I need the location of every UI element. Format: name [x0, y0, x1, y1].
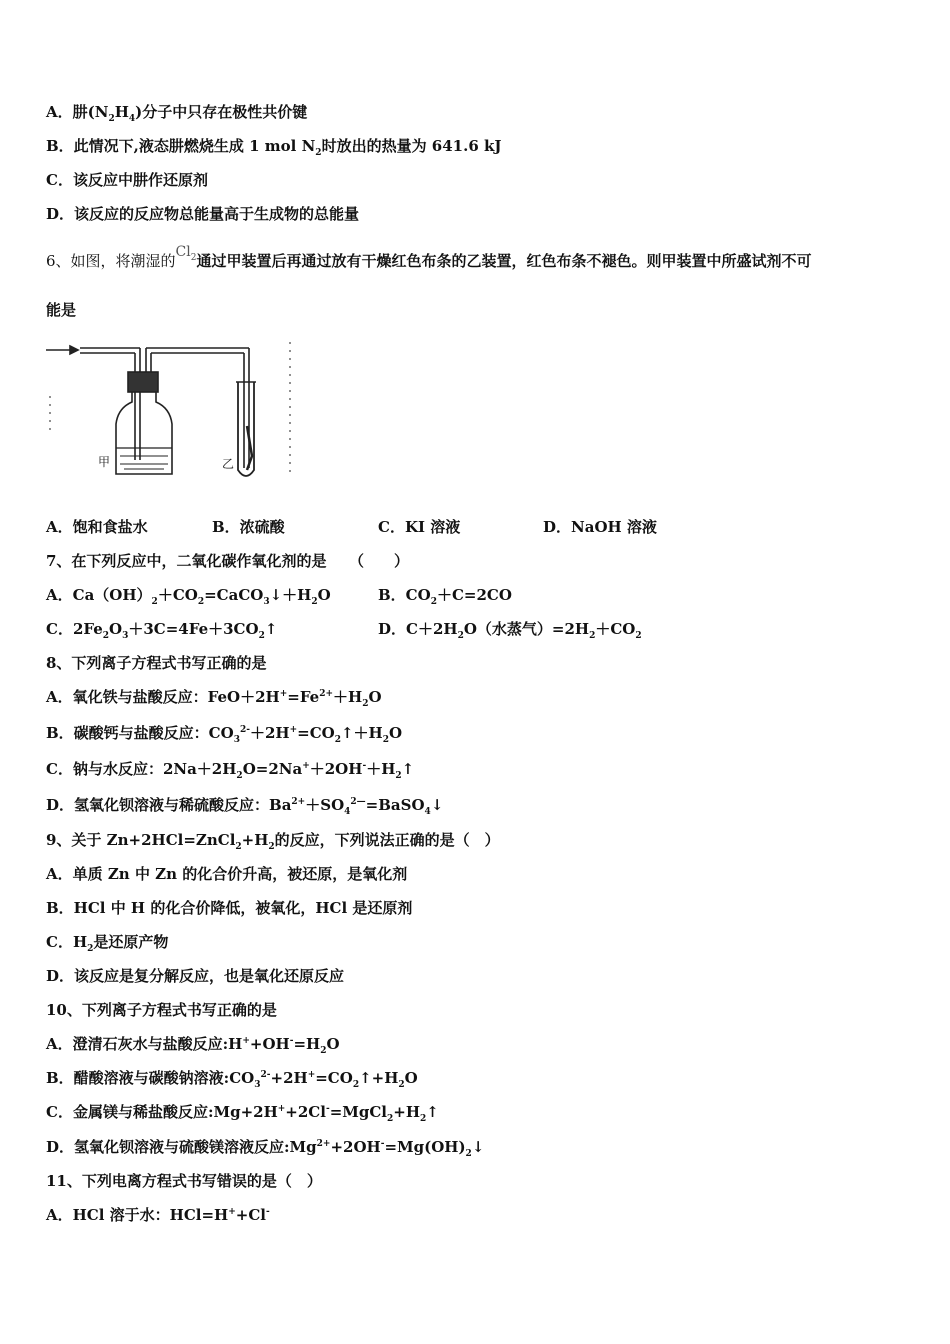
q11-stem: 11、下列电离方程式书写错误的是（ ） — [46, 1172, 322, 1190]
label-jia: 甲 — [98, 455, 111, 469]
q8-stem: 8、下列离子方程式书写正确的是 — [46, 654, 267, 672]
q6-option-a: A．饱和食盐水 — [46, 518, 148, 536]
q7-stem: 7、在下列反应中，二氧化碳作氧化剂的是 （ ） — [46, 552, 409, 570]
test-tube-yi — [238, 382, 254, 476]
q10-option-a: A．澄清石灰水与盐酸反应$:H^++OH^-=H_2O$ — [46, 1035, 340, 1056]
apparatus-figure — [44, 336, 298, 481]
q9-option-d: D．该反应是复分解反应，也是氧化还原反应 — [46, 967, 345, 985]
q9-option-a: A．单质 Zn 中 Zn 的化合价升高，被还原，是氧化剂 — [46, 865, 408, 883]
q8-option-b: B．碳酸钙与盐酸反应：$CO_3^{2-}+2H^+=CO_2↑+H_2O$ — [46, 724, 403, 745]
apparatus-diagram — [44, 336, 298, 481]
q9-option-c: C．$H_2$是还原产物 — [46, 933, 169, 954]
q11-option-a: A．HCl 溶于水：HCl=H++Cl- — [46, 1206, 270, 1224]
q7-option-c: C．$2Fe_2O_3+3C=4Fe+3CO_2↑$ — [46, 620, 278, 641]
q10-stem: 10、下列离子方程式书写正确的是 — [46, 1001, 277, 1019]
q9-option-b: B．HCl 中 H 的化合价降低，被氧化，HCl 是还原剂 — [46, 899, 413, 917]
q8-option-a: A．氧化铁与盐酸反应：$FeO+2H^+=Fe^{2+}+H_2O$ — [46, 688, 382, 709]
q6-stem: 6、如图，将潮湿的$Cl_2$通过甲装置后再通过放有干燥红色布条的乙装置，红色布条不褪色。则甲装置中所盛试剂不可 — [46, 244, 812, 270]
q5-option-c: C．该反应中肼作还原剂 — [46, 171, 208, 189]
label-yi: 乙 — [222, 457, 235, 471]
q10-option-b: B．醋酸溶液与碳酸钠溶液$:CO_3^{2-}+2H^+=CO_2↑+H_2O$ — [46, 1069, 418, 1090]
q6-stem-line2: 能是 — [46, 301, 77, 319]
q7-option-a: A．$Ca(OH)_2+CO_2=CaCO_3↓+H_2O$ — [46, 586, 331, 607]
q7-option-d: D．$C+2H_2O$（水蒸气）$=2H_2+CO_2$ — [378, 620, 642, 641]
q5-option-a: A．肼$(N_2H_4)$分子中只存在极性共价键 — [46, 103, 308, 124]
q8-option-c: C．钠与水反应：$2Na+2H_2O=2Na^++2OH^-+H_2↑$ — [46, 760, 415, 781]
stopper — [128, 372, 158, 392]
inlet-arrowhead — [70, 346, 78, 354]
q6-option-d: D．NaOH 溶液 — [543, 518, 657, 536]
bottle-jia — [116, 392, 172, 474]
q6-option-c: C．KI 溶液 — [378, 518, 461, 536]
q7-option-b: B．$CO_2+C=2CO$ — [378, 586, 512, 607]
q5-option-d: D．该反应的反应物总能量高于生成物的总能量 — [46, 205, 360, 223]
q9-stem: 9、关于 $Zn+2HCl=ZnCl_2+H_2$的反应，下列说法正确的是（ ） — [46, 831, 500, 852]
q5-option-b: B．此情况下,液态肼燃烧生成 1 mol $N_2$时放出的热量为 641.6 kJ — [46, 137, 502, 158]
q8-option-d: D．氢氧化钡溶液与稀硫酸反应：$Ba^{2+}+SO_4^{2—}=BaSO_4↓$ — [46, 796, 444, 817]
q10-option-d: D．氢氧化钡溶液与硫酸镁溶液反应$:Mg^{2+}+2OH^-=Mg(OH)_2↓$ — [46, 1138, 485, 1159]
q6-option-b: B．浓硫酸 — [212, 518, 285, 536]
q10-option-c: C．金属镁与稀盐酸反应$:Mg+2H^++2Cl^-=MgCl_2+H_2↑$ — [46, 1103, 439, 1124]
